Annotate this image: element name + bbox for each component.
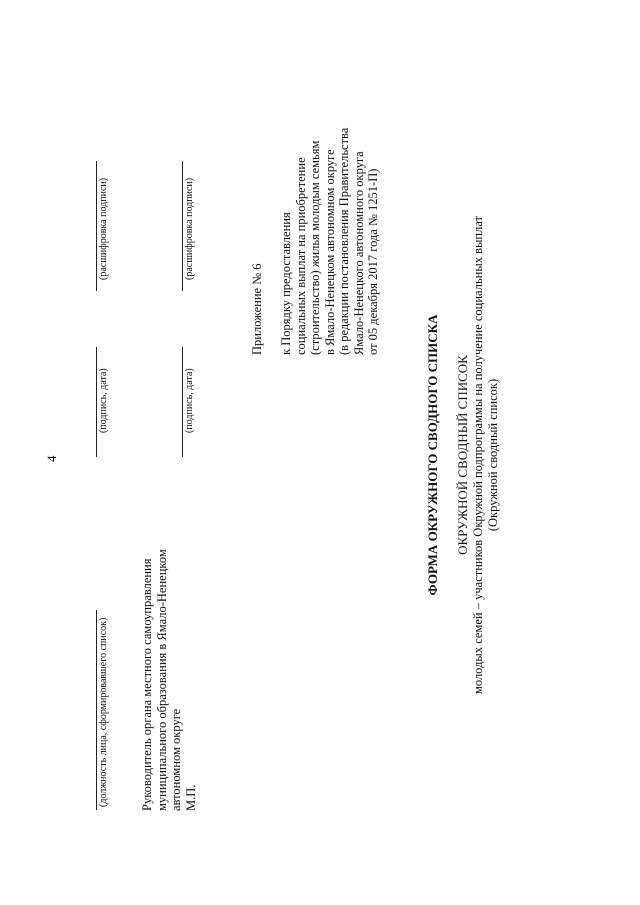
form-title: ФОРМА ОКРУЖНОГО СВОДНОГО СПИСКА	[425, 314, 440, 596]
appendix-line: Ямало-Ненецкого автономного округа	[351, 151, 366, 355]
list-title: ОКРУЖНОЙ СВОДНЫЙ СПИСОК	[455, 355, 470, 555]
head-line: М.П.	[183, 784, 198, 811]
appendix-block	[279, 128, 381, 355]
decoding-caption: (расшифровка подписи)	[98, 177, 109, 280]
head-line: Руководитель органа местного самоуправления	[140, 558, 154, 811]
appendix-line: в Ямало-Ненецком автономном округе	[322, 149, 337, 355]
position-caption: (должность лица, сформировавшего список)	[98, 617, 109, 807]
signature-line	[96, 347, 97, 457]
head-block	[140, 549, 198, 811]
head-line: муниципального образования в Ямало-Ненецком	[154, 549, 169, 811]
signature-line	[182, 347, 183, 457]
page-number: 4	[44, 455, 59, 462]
decoding-line	[96, 161, 97, 291]
appendix-line: (в редакции постановления Правительства	[337, 127, 351, 355]
appendix-line: (строительство) жилья молодым семьям	[308, 140, 322, 355]
position-line	[96, 610, 97, 810]
list-note: (Окружной сводный список)	[486, 378, 500, 532]
appendix-line: социальных выплат на приобретение	[293, 157, 308, 355]
decoding-line	[182, 161, 183, 291]
decoding-caption: (расшифровка подписи)	[184, 177, 195, 280]
signature-caption: (подпись, дата)	[184, 368, 195, 433]
appendix-line: к Порядку предоставления	[279, 212, 293, 355]
list-subtitle: молодых семей – участников Окружной подпрограммы на получение социальных выплат	[471, 215, 485, 695]
appendix-line: от 05 декабря 2017 года № 1251-П)	[366, 168, 380, 355]
appendix-number: Приложение № 6	[250, 263, 264, 355]
head-line: автономном округе	[169, 708, 183, 811]
signature-caption: (подпись, дата)	[98, 368, 109, 433]
